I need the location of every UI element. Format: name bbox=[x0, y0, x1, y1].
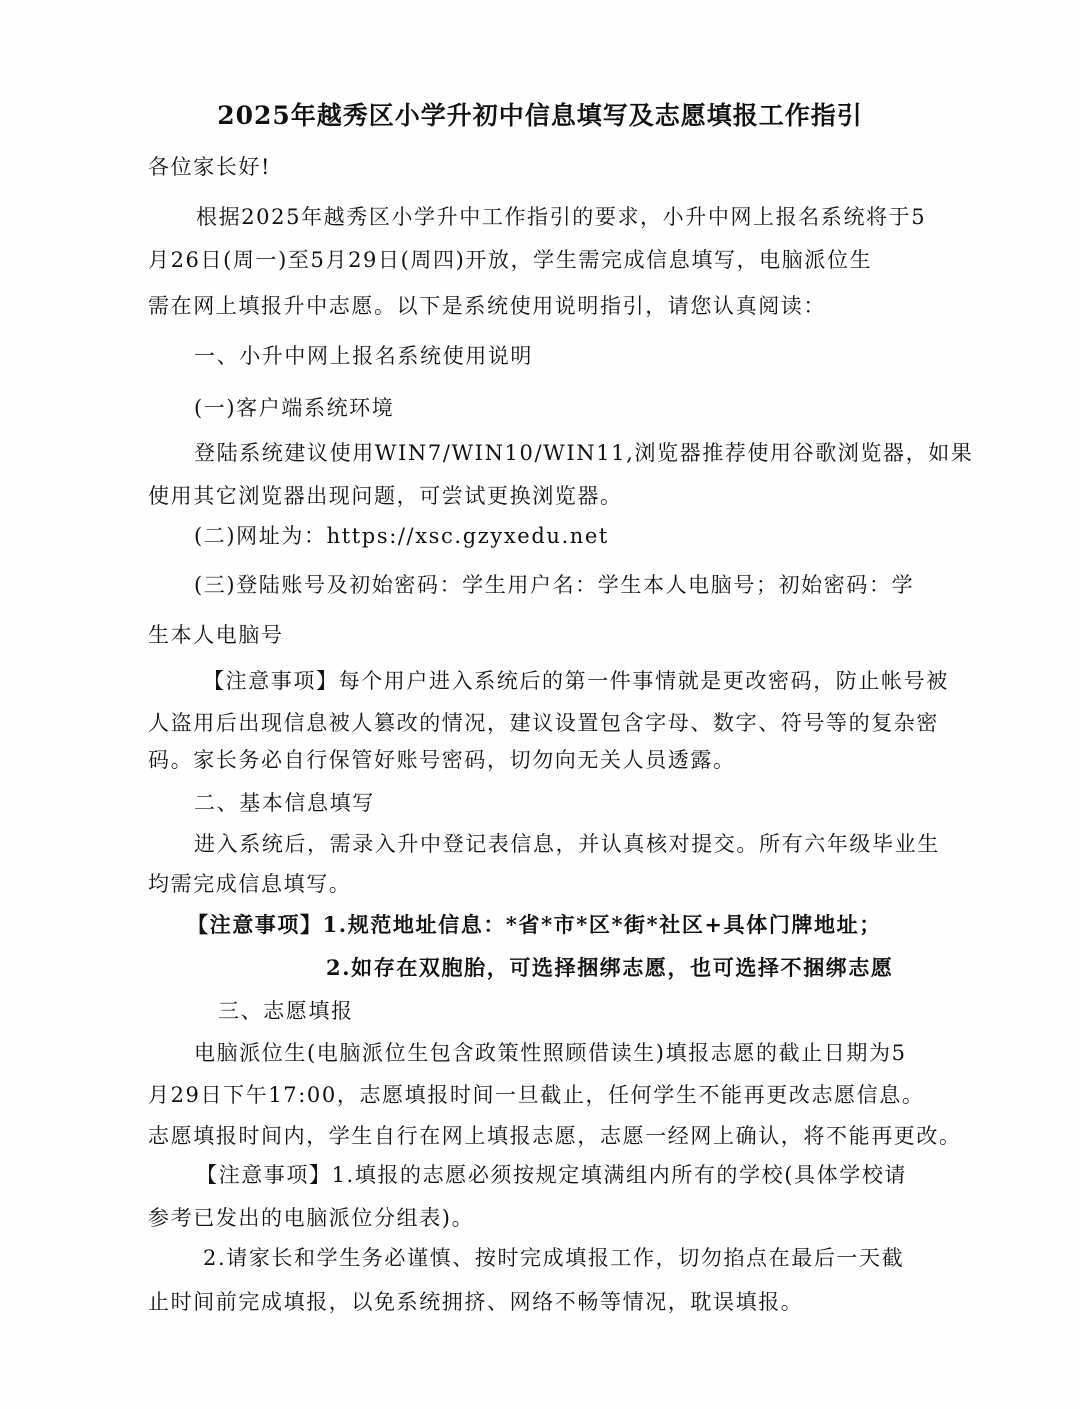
section3-notice-line-2: 参考已发出的电脑派位分组表)。 bbox=[148, 1206, 475, 1230]
intro-line-2: 月26日(周一)至5月29日(周四)开放，学生需完成信息填写，电脑派位生 bbox=[148, 248, 873, 272]
section1-heading: 一、小升中网上报名系统使用说明 bbox=[194, 344, 533, 368]
section2-notice-line-1: 【注意事项】1.规范地址信息：*省*市*区*街*社区+具体门牌地址； bbox=[187, 912, 882, 937]
section3-line-1: 电脑派位生(电脑派位生包含政策性照顾借读生)填报志愿的截止日期为5 bbox=[194, 1041, 907, 1065]
section1-sub3-line-1: (三)登陆账号及初始密码：学生用户名：学生本人电脑号；初始密码：学 bbox=[194, 573, 915, 597]
section2-heading: 二、基本信息填写 bbox=[194, 791, 375, 815]
section1-sub1-line-2: 使用其它浏览器出现问题，可尝试更换浏览器。 bbox=[148, 484, 623, 508]
intro-line-3: 需在网上填报升中志愿。以下是系统使用说明指引，请您认真阅读： bbox=[148, 294, 826, 318]
section2-line-1: 进入系统后，需录入升中登记表信息，并认真核对提交。所有六年级毕业生 bbox=[194, 832, 940, 856]
section3-heading: 三、志愿填报 bbox=[218, 999, 354, 1023]
section3-line-3: 志愿填报时间内，学生自行在网上填报志愿，志愿一经网上确认，将不能再更改。 bbox=[148, 1124, 962, 1148]
section1-notice-line-2: 人盗用后出现信息被人篡改的情况，建议设置包含字母、数字、符号等的复杂密 bbox=[148, 711, 939, 735]
section3-notice-line-4: 止时间前完成填报，以免系统拥挤、网络不畅等情况，耽误填报。 bbox=[148, 1290, 804, 1314]
section1-sub1-line-1: 登陆系统建议使用WIN7/WIN10/WIN11,浏览器推荐使用谷歌浏览器，如果 bbox=[194, 441, 974, 465]
greeting: 各位家长好! bbox=[148, 155, 272, 179]
document-title: 2025年越秀区小学升初中信息填写及志愿填报工作指引 bbox=[217, 101, 863, 130]
section3-line-2: 月29日下午17:00，志愿填报时间一旦截止，任何学生不能再更改志愿信息。 bbox=[148, 1083, 925, 1107]
section1-url-line: (二)网址为：https://xsc.gzyxedu.net bbox=[194, 524, 609, 548]
intro-line-1: 根据2025年越秀区小学升中工作指引的要求，小升中网上报名系统将于5 bbox=[196, 205, 927, 229]
section3-notice-line-3: 2.请家长和学生务必谨慎、按时完成填报工作，切勿掐点在最后一天截 bbox=[203, 1246, 905, 1270]
section1-notice-line-3: 码。家长务必自行保管好账号密码，切勿向无关人员透露。 bbox=[148, 748, 736, 772]
section1-notice-line-1: 【注意事项】每个用户进入系统后的第一件事情就是更改密码，防止帐号被 bbox=[203, 669, 949, 693]
section1-sub1-heading: (一)客户端系统环境 bbox=[194, 396, 395, 420]
section2-notice-line-2: 2.如存在双胞胎，可选择捆绑志愿，也可选择不捆绑志愿 bbox=[326, 955, 894, 980]
section3-notice-line-1: 【注意事项】1.填报的志愿必须按规定填满组内所有的学校(具体学校请 bbox=[196, 1163, 908, 1187]
section2-line-2: 均需完成信息填写。 bbox=[148, 872, 352, 896]
section1-sub3-line-2: 生本人电脑号 bbox=[148, 623, 284, 647]
